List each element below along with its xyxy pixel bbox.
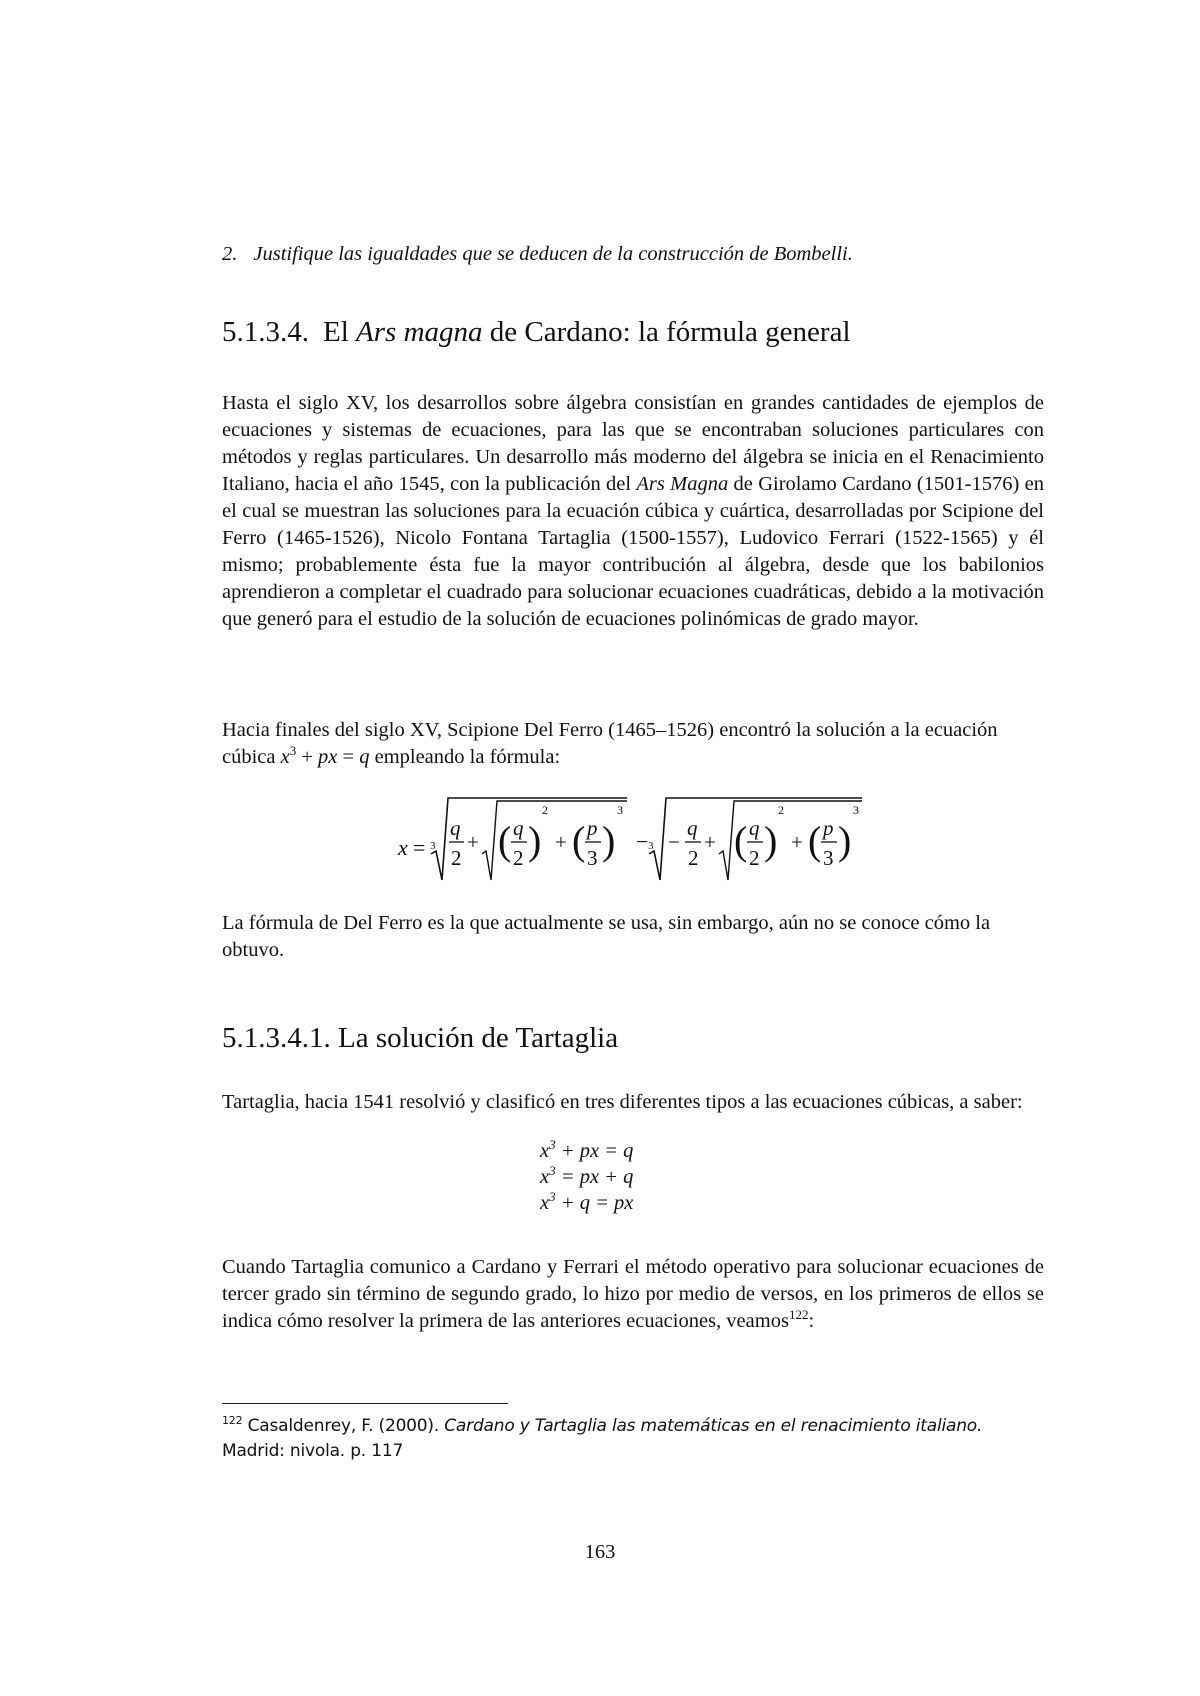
footnote-divider — [222, 1403, 508, 1404]
inner-3-1: 3 — [587, 846, 598, 870]
inline-eq-plus: + — [296, 746, 319, 768]
frac-num-q-1: q — [450, 816, 461, 840]
paragraph-history-part2: de Girolamo Cardano (1501-1576) en el cual se muestran las soluciones para la ecuación cúbica y cuártica, desarrolladas por Scipione del Ferro (1465-1526), Nicolo Fontana Tartaglia (1500-1557), Ludovico Ferrari (1522-1565) y él mismo; probablemente ésta fue la mayor contribución al álgebra, desde que los babilonios aprendieron a completar el cuadrado para solucionar ecuaciones cuadráticas, debido a la motivación que generó para el estudio de la solución de ecuaciones polinómicas de grado mayor. — [222, 473, 1044, 630]
page-number: 163 — [584, 1541, 616, 1563]
footnote-title: Cardano y Tartaglia las matemáticas en el renacimiento italiano. — [444, 1416, 983, 1436]
inner-p-1: p — [587, 816, 598, 840]
formula-lhs: x — [398, 835, 408, 860]
paragraph-verses: Cuando Tartaglia comunico a Cardano y Ferrari el método operativo para solucionar ecuaciones de tercer grado sin término de segundo grado, lo hizo por medio de versos, en los primeros de ellos se indica cómo resolver la primera de las anteriores ecuaciones, veamos$^{122}$: — [222, 1256, 1044, 1332]
paragraph-history — [222, 390, 1044, 633]
second-cube-root — [648, 798, 862, 880]
paren-open-p-1: ( — [572, 818, 586, 863]
paren-open-p-2: ( — [808, 818, 822, 863]
inner-q-2: q — [749, 816, 760, 840]
cubic-equation-1: $x^3$ + px = q — [540, 1137, 634, 1162]
cubic-equation-2: $x^3$ = px + q — [540, 1163, 634, 1188]
paragraph-history-part1: Hasta el siglo XV, los desarrollos sobre álgebra consistían en grandes cantidades de ejemplos de ecuaciones y sistemas de ecuaciones, para las que se encontraban soluciones particulares con métodos y reglas particulares. Un desarrollo más moderno del álgebra se inicia en el Renacimiento Italiano, hacia el año 1545, con la publicación del — [222, 392, 1044, 495]
paragraph-del-ferro-note: La fórmula de Del Ferro es la que actualmente se usa, sin embargo, aún no se conoce cómo la obtuvo. — [222, 912, 991, 961]
exercise-text: Justifique las igualdades que se deducen de la construcción de Bombelli. — [253, 243, 853, 265]
subsection-number: 5.1.3.4.1. — [222, 1022, 331, 1054]
exercise-item — [222, 241, 853, 268]
paren-close-p-2: ) — [838, 818, 852, 863]
first-cube-root — [430, 798, 627, 880]
square-exp-1: 2 — [542, 803, 548, 817]
minus-inner: − — [668, 830, 680, 854]
root-index-2: 3 — [648, 840, 654, 852]
frac-den-2-2: 2 — [688, 846, 699, 870]
section-heading — [222, 314, 851, 350]
section-title-italic: Ars magna — [356, 316, 483, 348]
frac-num-q-2: q — [687, 816, 698, 840]
footnote-reference[interactable]: 122 — [788, 1307, 809, 1322]
plus-2: + — [555, 830, 567, 854]
root-index-1: 3 — [430, 840, 436, 852]
section-title-pre: El — [323, 316, 357, 348]
paren-open-q-1: ( — [498, 818, 512, 863]
paragraph-del-ferro — [222, 717, 1044, 771]
frac-den-2-1: 2 — [451, 846, 462, 870]
inner-2-1: 2 — [513, 846, 524, 870]
inline-eq-p: p — [318, 746, 329, 768]
paren-close-q-1: ) — [528, 818, 542, 863]
section-title-post: de Cardano: la fórmula general — [482, 316, 851, 348]
inner-q-1: q — [513, 816, 524, 840]
paragraph-tartaglia-types: Tartaglia, hacia 1541 resolvió y clasificó en tres diferentes tipos a las ecuaciones cúbicas, a saber: — [222, 1091, 1023, 1113]
plus-4: + — [791, 830, 803, 854]
section-number: 5.1.3.4. — [222, 316, 309, 348]
subsection-title: La solución de Tartaglia — [338, 1022, 619, 1054]
plus-3: + — [704, 830, 716, 854]
inline-eq-x2: x — [328, 746, 338, 768]
plus-1: + — [467, 830, 479, 854]
subsection-heading — [222, 1020, 618, 1056]
cube-exp-2: 3 — [853, 803, 859, 817]
inner-p-2: p — [823, 816, 834, 840]
inline-eq-equals: = — [337, 746, 360, 768]
inline-eq-exp: 3 — [289, 743, 297, 758]
inline-eq-q: q — [359, 746, 370, 768]
footnote-number: 122 — [222, 1414, 243, 1427]
paragraph-del-ferro-before: Hacia finales del siglo XV, Scipione Del Ferro (1465–1526) encontró la solución a la ecuación cúbica — [222, 719, 998, 768]
inner-2-2: 2 — [749, 846, 760, 870]
paragraph-del-ferro-after: empleando la fórmula: — [369, 746, 561, 768]
inner-3-2: 3 — [823, 846, 834, 870]
cubic-equations-list — [540, 1138, 633, 1216]
paragraph-verses-text: Cuando Tartaglia comunico a Cardano y Ferrari el método operativo para solucionar ecuaciones de tercer grado sin término de segundo grado, lo hizo por medio de versos, en los primeros de ellos se indica cómo resolver la primera de las anteriores ecuaciones, veamos — [222, 1256, 1044, 1332]
exercise-number: 2. — [222, 243, 238, 265]
square-exp-2: 2 — [778, 803, 784, 817]
footnote — [222, 1414, 1044, 1464]
paren-close-q-2: ) — [764, 818, 778, 863]
inline-eq-x: x — [280, 746, 290, 768]
cube-exp-1: 3 — [617, 803, 623, 817]
cubic-formula — [0, 790, 1200, 890]
paren-close-p-1: ) — [602, 818, 616, 863]
minus-between-roots: − — [636, 829, 649, 854]
cubic-equation-3: $x^3 + q$ = px — [540, 1189, 634, 1214]
footnote-author: Casaldenrey, F. (2000). — [242, 1416, 445, 1436]
ars-magna-italic: Ars Magna — [636, 473, 729, 495]
footnote-rest: Madrid: nivola. p. 117 — [222, 1441, 404, 1461]
paren-open-q-2: ( — [734, 818, 748, 863]
formula-equals: = — [413, 835, 426, 860]
